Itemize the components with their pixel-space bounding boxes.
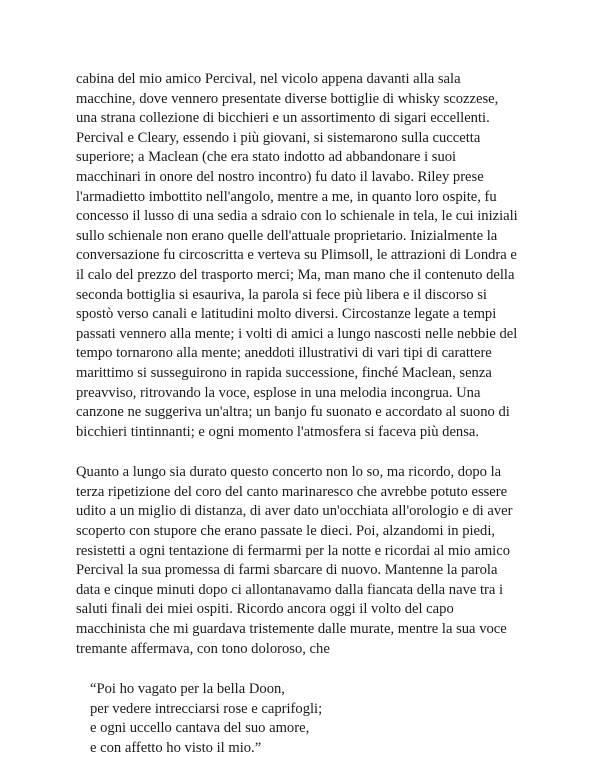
verse-quote: “Poi ho vagato per la bella Doon, per vedere intrecciarsi rose e caprifogli; e ogni uccello cantava del suo amore, e con affetto ho visto il mio.”: [90, 681, 323, 756]
document-page: [76, 70, 538, 759]
paragraph-concert-departure: Quanto a lungo sia durato questo concerto non lo so, ma ricordo, dopo la terza ripetizione del coro del canto marinaresco che avrebbe potuto essere udito a un miglio di distanza, di aver dato un'occhiata all'orologio e di aver scoperto con stupore che erano passate le dieci. Poi, alzandomi in piedi, resistetti a ogni tentazione di fermarmi per la notte e ricordai al mio amico Percival la sua promessa di farmi sbarcare di nuovo. Mantenne la parola data e cinque minuti dopo ci allontanavamo dalla fiancata della nave tra i saluti finali dei miei ospiti. Ricordo ancora oggi il volto del capo macchinista che mi guardava tristemente dalle murate, mentre la sua voce tremante affermava, con tono doloroso, che: [76, 464, 513, 657]
paragraph-cabin-scene: cabina del mio amico Percival, nel vicolo appena davanti alla sala macchine, dove vennero presentate diverse bottiglie di whisky scozzese, una strana collezione di bicchieri e un assortimento di sigari eccellenti. Percival e Cleary, essendo i più giovani, si sistemarono sulla cuccetta superiore; a Maclean (che era stato indotto ad abbandonare i suoi macchinari in onore del nostro incontro) fu dato il lavabo. Riley prese l'armadietto imbottito nell'angolo, mentre a me, in quanto loro ospite, fu concesso il lusso di una sedia a sdraio con lo schienale in tela, le cui iniziali sullo schienale non erano quelle dell'attuale proprietario. Inizialmente la conversazione fu circoscritta e verteva su Plimsoll, le attrazioni di Londra e il calo del prezzo del trasporto merci; Ma, man mano che il contenuto della seconda bottiglia si esauriva, la parola si fece più libera e il discorso si spostò verso canali e latitudini molto diversi. Circostanze legate a tempi passati vennero alla mente; i volti di amici a lungo nascosti nelle nebbie del tempo tornarono alla mente; aneddoti illustrativi di vari tipi di carattere marittimo si susseguirono in rapida successione, finché Maclean, senza preavviso, ritrovando la voce, esplose in una melodia incongrua. Una canzone ne suggeriva un'altra; un banjo fu suonato e accordato al suono di bicchieri tintinnanti; e ogni momento l'atmosfera si faceva più densa.: [76, 71, 518, 440]
